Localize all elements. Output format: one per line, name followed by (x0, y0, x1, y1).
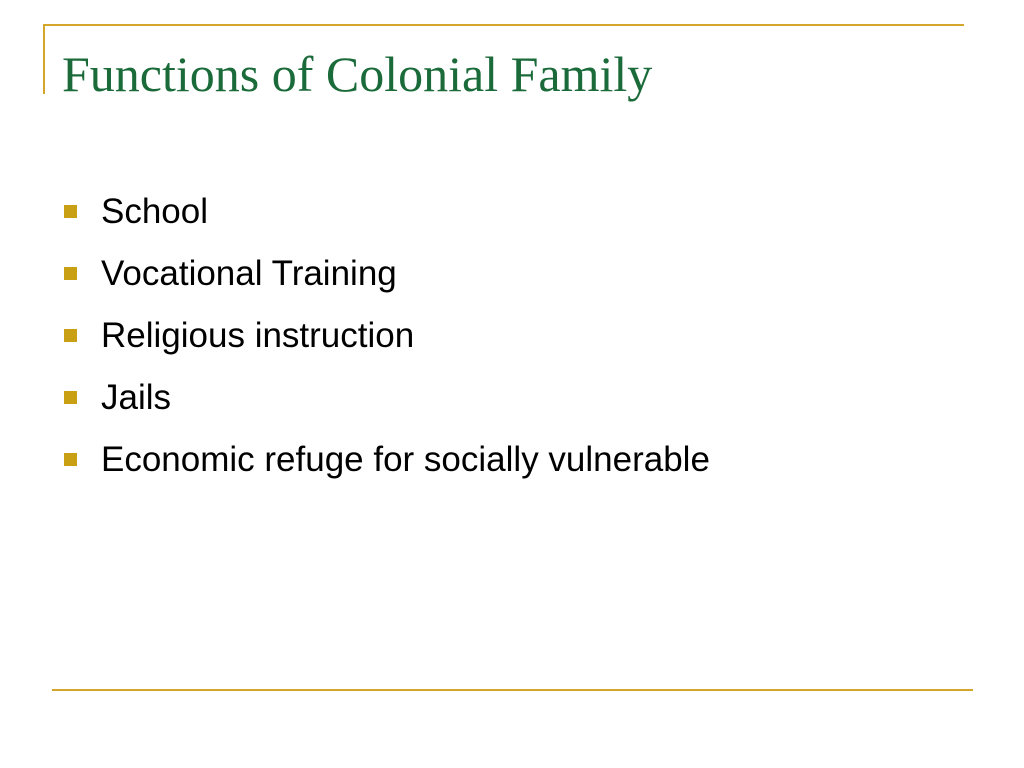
square-bullet-icon (64, 205, 77, 218)
bullet-text: Religious instruction (101, 316, 415, 355)
top-rule (43, 24, 964, 26)
square-bullet-icon (64, 267, 77, 280)
left-rule (43, 24, 45, 94)
slide-title: Functions of Colonial Family (62, 46, 653, 102)
bullet-text: Vocational Training (101, 254, 397, 293)
square-bullet-icon (64, 453, 77, 466)
bullet-text: Economic refuge for socially vulnerable (101, 440, 710, 479)
bottom-rule (52, 689, 973, 691)
bullet-text: Jails (101, 378, 172, 417)
square-bullet-icon (64, 391, 77, 404)
bullet-text: School (101, 192, 209, 231)
square-bullet-icon (64, 329, 77, 342)
